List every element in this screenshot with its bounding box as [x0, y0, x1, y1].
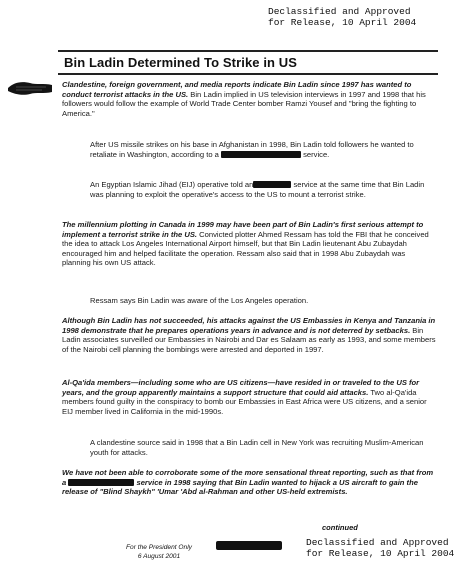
- paragraph-6: [62, 316, 436, 354]
- declassification-line-1: Declassified and Approved: [306, 537, 449, 548]
- footer-classification: [114, 544, 204, 561]
- paragraph-1-lead: Clandestine, foreign government, and media reports indicate Bin Ladin since 1997 has wanted to conduct terrorist attacks in the US.: [62, 80, 412, 99]
- paragraph-3: [90, 180, 434, 199]
- paragraph-1-body: Bin Ladin implied in US television interviews in 1997 and 1998 that his followers would follow the example of World Trade Center bomber Ramzi Yousef and "bring the fighting to America.": [62, 89, 426, 118]
- paragraph-6-lead: Although Bin Ladin has not succeeded, his attacks against the US Embassies in Kenya and Tanzania in 1998 demonstrate that he prepares operations years in advance and is not deterred by setbacks.: [62, 316, 436, 335]
- continued-label: continued: [322, 523, 358, 532]
- paragraph-9-text: We have not been able to corroborate some of the more sensational threat reporting, such as that from a: [62, 468, 434, 487]
- paragraph-3-end: service at the same time that Bin Ladin was planning to exploit the operative's access to the US to mount a terrorist strike.: [90, 180, 425, 199]
- declassification-line-2: for Release, 10 April 2004: [268, 17, 417, 28]
- paragraph-8-text: A clandestine source said in 1998 that a Bin Ladin cell in New York was recruiting Muslim-American youth for attacks.: [90, 438, 424, 457]
- redaction-block: [68, 479, 134, 486]
- paragraph-8: [90, 438, 434, 457]
- paragraph-2-text: After US missile strikes on his base in Afghanistan in 1998, Bin Ladin told followers he wanted to retaliate in Washington, according to a: [90, 140, 414, 159]
- footer-line-2: 6 August 2001: [137, 552, 181, 560]
- title-bottom-rule: [58, 73, 438, 75]
- footer-line-1: For the President Only: [126, 544, 192, 551]
- paragraph-4-lead: The millennium plotting in Canada in 1999 may have been part of Bin Ladin's first serious attempt to implement a terrorist strike in the US.: [62, 220, 424, 239]
- redaction-block: [253, 181, 291, 188]
- paragraph-5-text: Ressam says Bin Ladin was aware of the Los Angeles operation.: [90, 296, 309, 305]
- paragraph-9: [62, 468, 436, 497]
- paragraph-7: [62, 378, 436, 416]
- redaction-block: [221, 151, 301, 158]
- paragraph-9-end: service in 1998 saying that Bin Ladin wanted to hijack a US aircraft to gain the release of "Blind Shaykh" 'Umar 'Abd al-Rahman and other US-held extremists.: [62, 477, 418, 497]
- paragraph-7-body: Two al-Qa'ida members found guilty in the conspiracy to bomb our Embassies in East Africa were US citizens, and a senior EIJ member lived in California in the mid-1990s.: [62, 387, 427, 416]
- document-title: Bin Ladin Determined To Strike in US: [64, 55, 298, 70]
- footer-redaction-block: [216, 541, 282, 550]
- paragraph-6-body: Bin Ladin associates surveilled our Embassies in Nairobi and Dar es Salaam as early as 1993, and some members of the Nairobi cell planning the bombings were arrested and deported in 1997.: [62, 325, 436, 354]
- declassification-line-2: for Release, 10 April 2004: [306, 548, 455, 559]
- declassification-stamp-bottom: [306, 537, 454, 559]
- paragraph-3-text: An Egyptian Islamic Jihad (EIJ) operative told an: [90, 180, 254, 189]
- declassification-stamp-top: [268, 6, 416, 28]
- redacted-margin-mark-icon: [6, 79, 54, 97]
- paragraph-4-body: Convicted plotter Ahmed Ressam has told the FBI that he conceived the idea to attack Los Angeles International Airport himself, but that Bin Ladin lieutenant Abu Zubaydah encouraged him and helped facilitate the operation. Ressam also said that in 1998 Abu Zubaydah was planning his own US attack.: [62, 229, 429, 268]
- declassification-line-1: Declassified and Approved: [268, 6, 411, 17]
- paragraph-5: [90, 296, 434, 306]
- title-top-rule: [58, 50, 438, 52]
- paragraph-1: [62, 80, 436, 118]
- paragraph-2-end: service.: [301, 149, 330, 159]
- paragraph-4: [62, 220, 436, 268]
- paragraph-7-lead: Al-Qa'ida members—including some who are US citizens—have resided in or traveled to the US for years, and the group apparently maintains a support structure that could aid attacks.: [62, 378, 420, 397]
- paragraph-2: [90, 140, 434, 159]
